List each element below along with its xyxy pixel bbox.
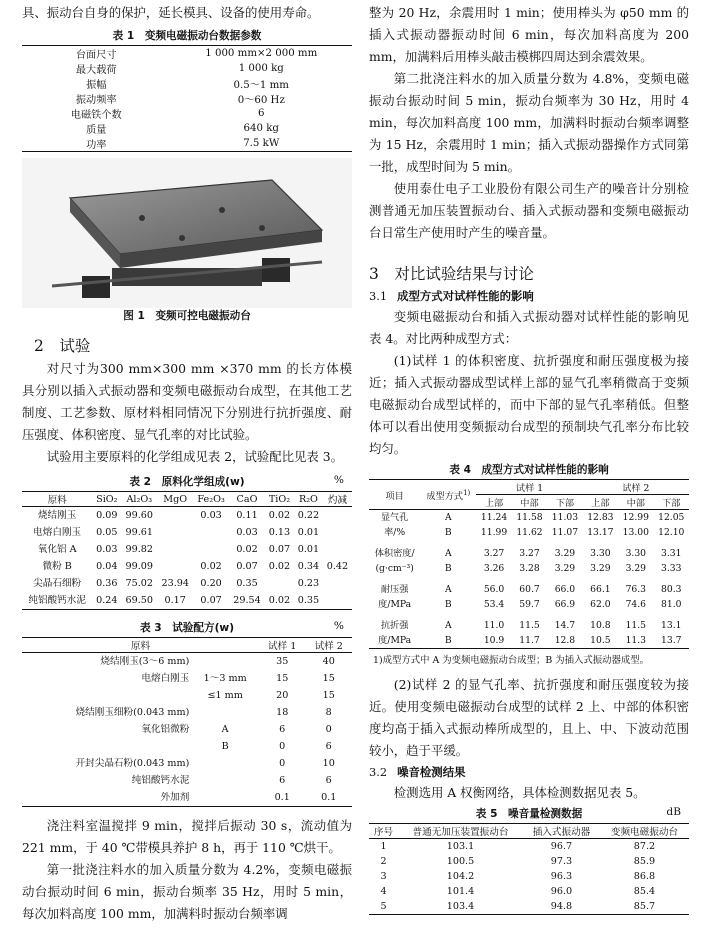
- table5-cell: 103.4: [446, 901, 475, 912]
- table5-row: [369, 854, 689, 869]
- table3-cell: 6: [325, 775, 332, 786]
- table4-cell: A: [444, 620, 452, 631]
- table4-cell: 3.33: [661, 563, 682, 574]
- table3-cell: 15: [322, 673, 335, 684]
- table4-cell: 11.62: [516, 527, 543, 538]
- table1: [22, 28, 352, 152]
- table4-cell: 11.03: [551, 512, 579, 523]
- table5-cell: 85.7: [633, 901, 656, 912]
- section31-paragraph-1: 变频电磁振动台和插入式振动器对试样性能的影响见表 4。对比两种成型方式：: [369, 309, 689, 346]
- table2-row: [22, 541, 352, 558]
- table4-cell: 3.29: [625, 563, 647, 574]
- table5-header: 变频电磁振动台: [610, 827, 679, 838]
- table5-cell: 96.0: [550, 886, 573, 897]
- table5-cell: 4: [380, 886, 387, 897]
- table2-cell: [323, 524, 352, 541]
- table5-grid: [369, 823, 689, 915]
- table1-label: 最大载荷: [75, 65, 117, 76]
- table4-header-method-sup: 1): [463, 488, 471, 497]
- figure1: [22, 158, 352, 322]
- right-paragraph-2: 第二批浇注料水的加入质量分数为 4.8%，变频电磁振动台振动时间 5 min，振动台频率为 30 Hz，用时 4 min，每次加料高度 100 mm，加满料时振动台频率调整为 15 Hz，余震用时 1 min；插入式振动器操作方式同第一批，成型时间为 5 min。: [369, 71, 689, 174]
- table4-cell: 11.0: [483, 620, 505, 631]
- table4-item-label: (g·cm⁻³): [375, 563, 414, 574]
- table5: [369, 806, 689, 915]
- table4-cell: 76.3: [625, 584, 647, 595]
- table4-row: [369, 546, 689, 561]
- table2-cell: 99.09: [125, 561, 154, 572]
- table3-grid: [22, 637, 352, 807]
- table3-cell: 20: [276, 690, 289, 701]
- table3-cell: 18: [276, 707, 289, 718]
- table2-cell: 29.54: [233, 595, 261, 606]
- table5-caption-text: 表 5 噪音量检测数据: [475, 808, 583, 820]
- section32-title: 噪音检测结果: [397, 765, 466, 779]
- table3-cell: [191, 653, 259, 671]
- table2-cell: 0.07: [200, 595, 222, 606]
- table4-cell: 3.28: [519, 563, 540, 574]
- table4-cell: B: [444, 599, 452, 610]
- table3-header: 试样 2: [314, 641, 343, 652]
- table1-value: 0.5～1 mm: [233, 80, 289, 91]
- table3-cell: 0: [279, 741, 286, 752]
- table1-label: 电磁铁个数: [70, 110, 122, 121]
- table1-row: [22, 91, 352, 106]
- table4-cell: 10.5: [590, 635, 611, 646]
- table2-header: Fe₂O₃: [197, 493, 225, 505]
- table3-cell: [191, 789, 259, 807]
- table4-subheader: 下部: [555, 498, 575, 509]
- table4-cell: 11.5: [625, 620, 647, 631]
- table4-cell: 60.7: [519, 584, 540, 595]
- table1-value: 0～60 Hz: [237, 95, 285, 106]
- table1-row: [22, 136, 352, 152]
- table3-cell: 15: [322, 690, 335, 701]
- table2-cell: [157, 524, 193, 541]
- table2-cell: 0.04: [96, 561, 118, 572]
- table2-cell: 99.82: [125, 544, 154, 555]
- table1-label: 功率: [86, 140, 107, 151]
- table2-cell: 0.07: [236, 561, 258, 572]
- table4: [369, 462, 689, 668]
- table1-value: 640 kg: [243, 123, 279, 134]
- table1-label: 振动频率: [75, 95, 117, 106]
- table4-row: [369, 561, 689, 582]
- table5-cell: 100.5: [446, 856, 475, 867]
- table3-cell: 外加剂: [160, 792, 190, 803]
- table2-cell: 0.02: [268, 561, 291, 572]
- table4-cell: A: [444, 512, 452, 523]
- table4-cell: B: [444, 563, 452, 574]
- table2-cell: [323, 541, 352, 558]
- table4-item-label: 体积密度/: [374, 548, 415, 559]
- table2-caption-text: 表 2 原料化学组成(w): [129, 476, 245, 488]
- table2-cell: 0.11: [236, 510, 258, 521]
- table4-cell: 11.58: [516, 512, 543, 523]
- table2-cell: 0.42: [326, 561, 349, 572]
- table4-cell: 80.3: [661, 584, 682, 595]
- table5-row: [369, 884, 689, 899]
- table2-cell: 0.01: [297, 527, 320, 538]
- table4-cell: 13.7: [661, 635, 682, 646]
- table3-row: [22, 789, 352, 807]
- table4-subheader: 上部: [484, 498, 504, 509]
- table3-cell: 35: [276, 656, 289, 667]
- table3-row: [22, 653, 352, 671]
- table3-cell: 10: [322, 758, 335, 769]
- table5-row: [369, 839, 689, 855]
- table2-cell: 0.22: [297, 510, 320, 521]
- table2-cell: 0.03: [200, 510, 222, 521]
- table2-cell: 0.02: [200, 561, 222, 572]
- table4-row: [369, 510, 689, 526]
- table3-cell: 6: [279, 775, 286, 786]
- bottom-paragraph-1: 浇注料室温搅拌 9 min，搅拌后振动 30 s，流动值为 221 mm，于 40 ℃带模具养护 8 h，再于 110 ℃烘干。: [22, 818, 352, 855]
- table2-cell: [193, 541, 229, 558]
- table4-row: [369, 618, 689, 633]
- table3-row: [22, 772, 352, 789]
- table3-cell: 烧结刚玉(3～6 mm): [100, 656, 190, 667]
- table3-row: [22, 738, 352, 755]
- table2-row: [22, 592, 352, 610]
- section31-number: 3.1: [369, 289, 388, 303]
- table2-cell: 0.09: [96, 510, 118, 521]
- table1-grid: [22, 45, 352, 152]
- table4-cell: 3.29: [554, 548, 576, 559]
- table2-grid: [22, 491, 352, 610]
- table5-caption: [369, 806, 689, 821]
- section32-heading: [369, 764, 689, 780]
- table2-cell: 尖晶石细粉: [33, 578, 82, 589]
- table2-header: Al₂O₃: [126, 493, 153, 505]
- table4-footnote: 1)成型方式中 A 为变频电磁振动台成型；B 为插入式振动器成型。: [373, 655, 649, 666]
- table5-unit: dB: [666, 806, 681, 818]
- table4-cell: A: [444, 548, 452, 559]
- table5-cell: 94.8: [550, 901, 573, 912]
- table2-cell: [157, 558, 193, 575]
- table4-cell: 10.8: [590, 620, 611, 631]
- figure1-caption: 图 1 变频可控电磁振动台: [123, 310, 251, 322]
- table3-cell: 0.1: [321, 792, 337, 803]
- table4-cell: 12.05: [658, 512, 685, 523]
- table4-cell: 3.30: [625, 548, 647, 559]
- table5-cell: 85.4: [633, 886, 656, 897]
- table2-cell: 0.03: [236, 527, 258, 538]
- table4-cell: 3.26: [483, 563, 505, 574]
- table3-cell: 40: [322, 656, 335, 667]
- table4-cell: 11.5: [519, 620, 540, 631]
- table4-cell: 13.17: [587, 527, 614, 538]
- table3-cell: 0: [279, 758, 286, 769]
- table4-subheader: 上部: [591, 498, 610, 509]
- table2-cell: 0.17: [164, 595, 186, 606]
- table5-cell: 86.8: [633, 871, 656, 882]
- section31-paragraph-2: (1)试样 1 的体积密度、抗折强度和耐压强度极为接近；插入式振动器成型试样上部的显气孔率稍微高于变频电磁振动台成型试样的，而中下部的显气孔率稍低。但整体可以看出使用变频振动台成型的预制块气孔率分布比较均匀。: [369, 353, 689, 456]
- table3-header: 试样 1: [268, 641, 297, 652]
- table2-cell: 烧结刚玉: [37, 510, 77, 521]
- section2-paragraph-1: 对尺寸为300 mm×300 mm ×370 mm 的长方体模具分别以插入式振动器和变频电磁振动台成型，在其他工艺制度、工艺参数、原材料相同情况下分别进行抗折强度、耐压强度、体积密度、显气孔率的对比试验。: [22, 361, 352, 442]
- table4-cell: 81.0: [661, 599, 682, 610]
- table3-cell: 0.1: [274, 792, 290, 803]
- table3-cell: 纯铝酸钙水泥: [131, 775, 190, 786]
- table2-cell: 纯铝酸钙水泥: [28, 595, 86, 606]
- table3-cell: [22, 687, 191, 704]
- section2-paragraph-2: 试验用主要原料的化学组成见表 2，试验配比见表 3。: [46, 449, 344, 464]
- table5-cell: 97.3: [550, 856, 573, 867]
- table2-cell: 0.35: [236, 578, 258, 589]
- table2-header: MgO: [163, 493, 188, 505]
- table2-cell: 0.02: [268, 510, 291, 521]
- table1-value: 6: [258, 108, 265, 119]
- table1-label: 质量: [86, 125, 107, 136]
- table3-cell: 6: [279, 724, 286, 735]
- section32-paragraph-1: 检测选用 A 权衡网络，具体检测数据见表 5。: [393, 785, 646, 800]
- table2-row: [22, 558, 352, 575]
- table3-row: [22, 670, 352, 687]
- table4-cell: 56.0: [483, 584, 505, 595]
- table4-cell: 14.7: [554, 620, 576, 631]
- table4-cell: 59.7: [519, 599, 540, 610]
- table3-cell: 0: [325, 724, 332, 735]
- table3-caption: [22, 620, 352, 635]
- table3-cell: [22, 738, 191, 755]
- table4-caption: 表 4 成型方式对试样性能的影响: [449, 464, 609, 476]
- table2-row: [22, 507, 352, 525]
- section31-title: 成型方式对试样性能的影响: [397, 289, 534, 303]
- table2-cell: 0.13: [268, 527, 291, 538]
- table2-cell: [323, 575, 352, 592]
- table3-cell: 氧化铝微粉: [141, 724, 190, 735]
- table2-cell: [157, 541, 193, 558]
- table5-header: 普通无加压装置振动台: [412, 827, 509, 838]
- table4-cell: 53.4: [483, 599, 505, 610]
- table2-header: R₂O: [298, 493, 318, 505]
- table5-header: 序号: [373, 827, 394, 838]
- table4-cell: 62.0: [590, 599, 611, 610]
- table4-header-sample2: 试样 2: [583, 480, 689, 495]
- table4-header-sample1: 试样 1: [476, 480, 582, 495]
- table2-cell: 0.36: [96, 578, 118, 589]
- table5-row: [369, 869, 689, 884]
- table4-cell: 66.0: [554, 584, 576, 595]
- table5-cell: 96.3: [550, 871, 573, 882]
- table2-cell: 0.02: [236, 544, 258, 555]
- table4-cell: 3.29: [590, 563, 611, 574]
- table4-cell: 10.9: [483, 635, 505, 646]
- table2-header: 原料: [47, 495, 67, 506]
- table4-cell: 12.83: [587, 512, 614, 523]
- right-paragraph-1: 整为 20 Hz，余震用时 1 min；使用棒头为 φ50 mm 的插入式振动器振动时间 6 min，每次加料高度为 200 mm，加满料后用棒头敲击模梆四周达到余震效果。: [369, 5, 689, 64]
- vibrating-table-image: [22, 158, 352, 308]
- table2-cell: 0.03: [96, 544, 118, 555]
- table4-cell: 11.3: [625, 635, 647, 646]
- table3-row: [22, 721, 352, 738]
- table2-cell: 0.20: [200, 578, 222, 589]
- table2-header: TiO₂: [268, 493, 291, 505]
- table4-row: [369, 582, 689, 597]
- table4-row: [369, 525, 689, 546]
- table5-cell: 2: [380, 856, 387, 867]
- table4-row: [369, 633, 689, 649]
- section2-title: 2 试验: [34, 337, 91, 355]
- table2-cell: [323, 592, 352, 610]
- table1-value: 7.5 kW: [243, 138, 280, 149]
- table3-row: [22, 755, 352, 772]
- table1-value: 1 000 mm×2 000 mm: [205, 48, 318, 59]
- table3-unit: %: [333, 620, 344, 632]
- table3-cell: 8: [325, 707, 332, 718]
- table1-row: [22, 106, 352, 121]
- table4-cell: 66.1: [590, 584, 611, 595]
- table2-row: [22, 524, 352, 541]
- table3: [22, 620, 352, 807]
- table2-unit: %: [333, 474, 344, 486]
- table3-caption-text: 表 3 试验配方(w): [139, 622, 235, 634]
- table2-row: [22, 575, 352, 592]
- table4-cell: 12.8: [554, 635, 576, 646]
- table2-cell: 23.94: [161, 578, 189, 589]
- table3-cell: [191, 704, 259, 721]
- section3-title: 3 对比试验结果与讨论: [369, 265, 534, 283]
- table3-cell: 开封尖晶石粉(0.043 mm): [75, 758, 190, 769]
- table4-header-method: [420, 480, 476, 510]
- table2-cell: 0.35: [297, 595, 320, 606]
- table3-row: [22, 704, 352, 721]
- table2-cell: 75.02: [125, 578, 154, 589]
- table2-cell: [157, 507, 193, 525]
- table2: [22, 474, 352, 610]
- table4-row: [369, 597, 689, 618]
- table1-value: 1 000 kg: [238, 63, 284, 74]
- table1-row: [22, 76, 352, 91]
- table4-cell: 3.31: [661, 548, 682, 559]
- table4-item-label: 显气孔: [380, 512, 409, 523]
- table2-cell: 氧化铝 A: [37, 544, 77, 555]
- table2-cell: [193, 524, 229, 541]
- table1-label: 振幅: [86, 80, 107, 91]
- table4-cell: 74.6: [625, 599, 647, 610]
- table4-subheader: 中部: [626, 498, 645, 509]
- table3-cell: 6: [325, 741, 332, 752]
- table4-cell: 11.99: [480, 527, 508, 538]
- right-paragraph-3: 使用泰仕电子工业股份有限公司生产的噪音计分别检测普通无加压装置振动台、插入式振动器和变频电磁振动台日常生产使用时产生的噪音量。: [369, 181, 689, 240]
- table5-header: 插入式振动器: [532, 827, 591, 838]
- table3-cell: ≤1 mm: [207, 690, 243, 701]
- table5-row: [369, 899, 689, 915]
- table4-cell: B: [444, 635, 452, 646]
- table5-cell: 96.7: [550, 841, 573, 852]
- table2-cell: 电熔白刚玉: [33, 527, 82, 538]
- table4-item-label: 度/MPa: [378, 635, 412, 646]
- table3-header: 原料: [130, 641, 151, 652]
- table1-row: [22, 46, 352, 62]
- table1-caption: 表 1 变频电磁振动台数据参数: [112, 30, 262, 42]
- table1-label: 台面尺寸: [75, 50, 117, 61]
- table4-cell: 12.99: [622, 512, 649, 523]
- table2-cell: 99.61: [125, 527, 154, 538]
- table2-cell: [323, 507, 352, 525]
- table5-cell: 101.4: [446, 886, 475, 897]
- table5-cell: 3: [380, 871, 387, 882]
- table2-cell: 0.23: [297, 578, 320, 589]
- table2-cell: 0.24: [96, 595, 118, 606]
- table2-header: 灼减: [327, 495, 348, 506]
- table2-cell: 0.01: [297, 544, 320, 555]
- bottom-paragraph-2: 第一批浇注料水的加入质量分数为 4.2%，变频电磁振动台振动时间 6 min，振动台频率 35 Hz，用时 5 min，每次加料高度 100 mm，加满料时振动台频率调: [22, 862, 352, 921]
- section31-heading: [369, 288, 689, 304]
- table4-cell: A: [444, 584, 452, 595]
- table4-cell: B: [444, 527, 452, 538]
- table4-cell: 11.24: [480, 512, 508, 523]
- table5-cell: 85.9: [633, 856, 656, 867]
- table3-cell: [191, 772, 259, 789]
- table5-cell: 103.1: [446, 841, 475, 852]
- right-column: [369, 0, 689, 915]
- table3-cell: 电熔白刚玉: [141, 673, 190, 684]
- table4-cell: 12.10: [658, 527, 685, 538]
- table3-cell: B: [221, 741, 229, 752]
- table4-header-method-text: 成型方式: [426, 490, 464, 502]
- intro-line: 具、振动台自身的保护，延长模具、设备的使用寿命。: [22, 5, 320, 20]
- section31-paragraph-3: (2)试样 2 的显气孔率、抗折强度和耐压强度较为接近。使用变频电磁振动台成型的试样 2 上、中部的体积密度均高于插入式振动棒所成型的，且上、中、下波动范围较小，趋于平缓。: [369, 677, 689, 758]
- table5-cell: 104.2: [446, 871, 475, 882]
- table4-item-label: 度/MPa: [378, 599, 412, 610]
- table2-cell: 99.60: [125, 510, 154, 521]
- table2-cell: 0.34: [297, 561, 320, 572]
- section32-number: 3.2: [369, 765, 388, 779]
- table4-header-item: 项目: [369, 480, 420, 510]
- table4-item-label: 率/%: [384, 527, 406, 538]
- table2-cell: 微粉 B: [42, 561, 72, 572]
- table2-header: SiO₂: [96, 493, 118, 505]
- table4-item-label: 耐压强: [380, 584, 409, 595]
- table2-cell: 0.05: [96, 527, 118, 538]
- table2-cell: 0.02: [268, 595, 291, 606]
- table4-item-label: 抗折强: [380, 620, 409, 631]
- table2-caption: [22, 474, 352, 489]
- table1-row: [22, 121, 352, 136]
- table3-row: [22, 687, 352, 704]
- table3-cell: A: [221, 724, 229, 735]
- table3-cell: 15: [276, 673, 289, 684]
- table1-row: [22, 61, 352, 76]
- table3-cell: 1～3 mm: [203, 673, 247, 684]
- table5-cell: 5: [380, 901, 387, 912]
- table5-cell: 87.2: [633, 841, 656, 852]
- table4-cell: 13.1: [661, 620, 682, 631]
- table4-subheader: 下部: [662, 498, 681, 509]
- table4-cell: 3.27: [519, 548, 540, 559]
- table5-cell: 1: [380, 841, 387, 852]
- left-column: [22, 0, 352, 925]
- table3-cell: 烧结刚玉细粉(0.043 mm): [75, 707, 190, 718]
- table4-cell: 66.9: [554, 599, 576, 610]
- table4-subheader: 中部: [520, 498, 539, 509]
- table2-cell: 69.50: [125, 595, 154, 606]
- table4-cell: 3.29: [554, 563, 576, 574]
- table2-cell: 0.07: [268, 544, 291, 555]
- table4-cell: 11.7: [519, 635, 540, 646]
- table2-header: CaO: [236, 493, 258, 505]
- table4-cell: 3.30: [590, 548, 611, 559]
- table3-cell: [191, 755, 259, 772]
- table4-cell: 13.00: [622, 527, 649, 538]
- table4-cell: 3.27: [483, 548, 505, 559]
- table2-cell: [265, 575, 294, 592]
- table4-cell: 11.07: [551, 527, 579, 538]
- table4-grid: [369, 479, 689, 649]
